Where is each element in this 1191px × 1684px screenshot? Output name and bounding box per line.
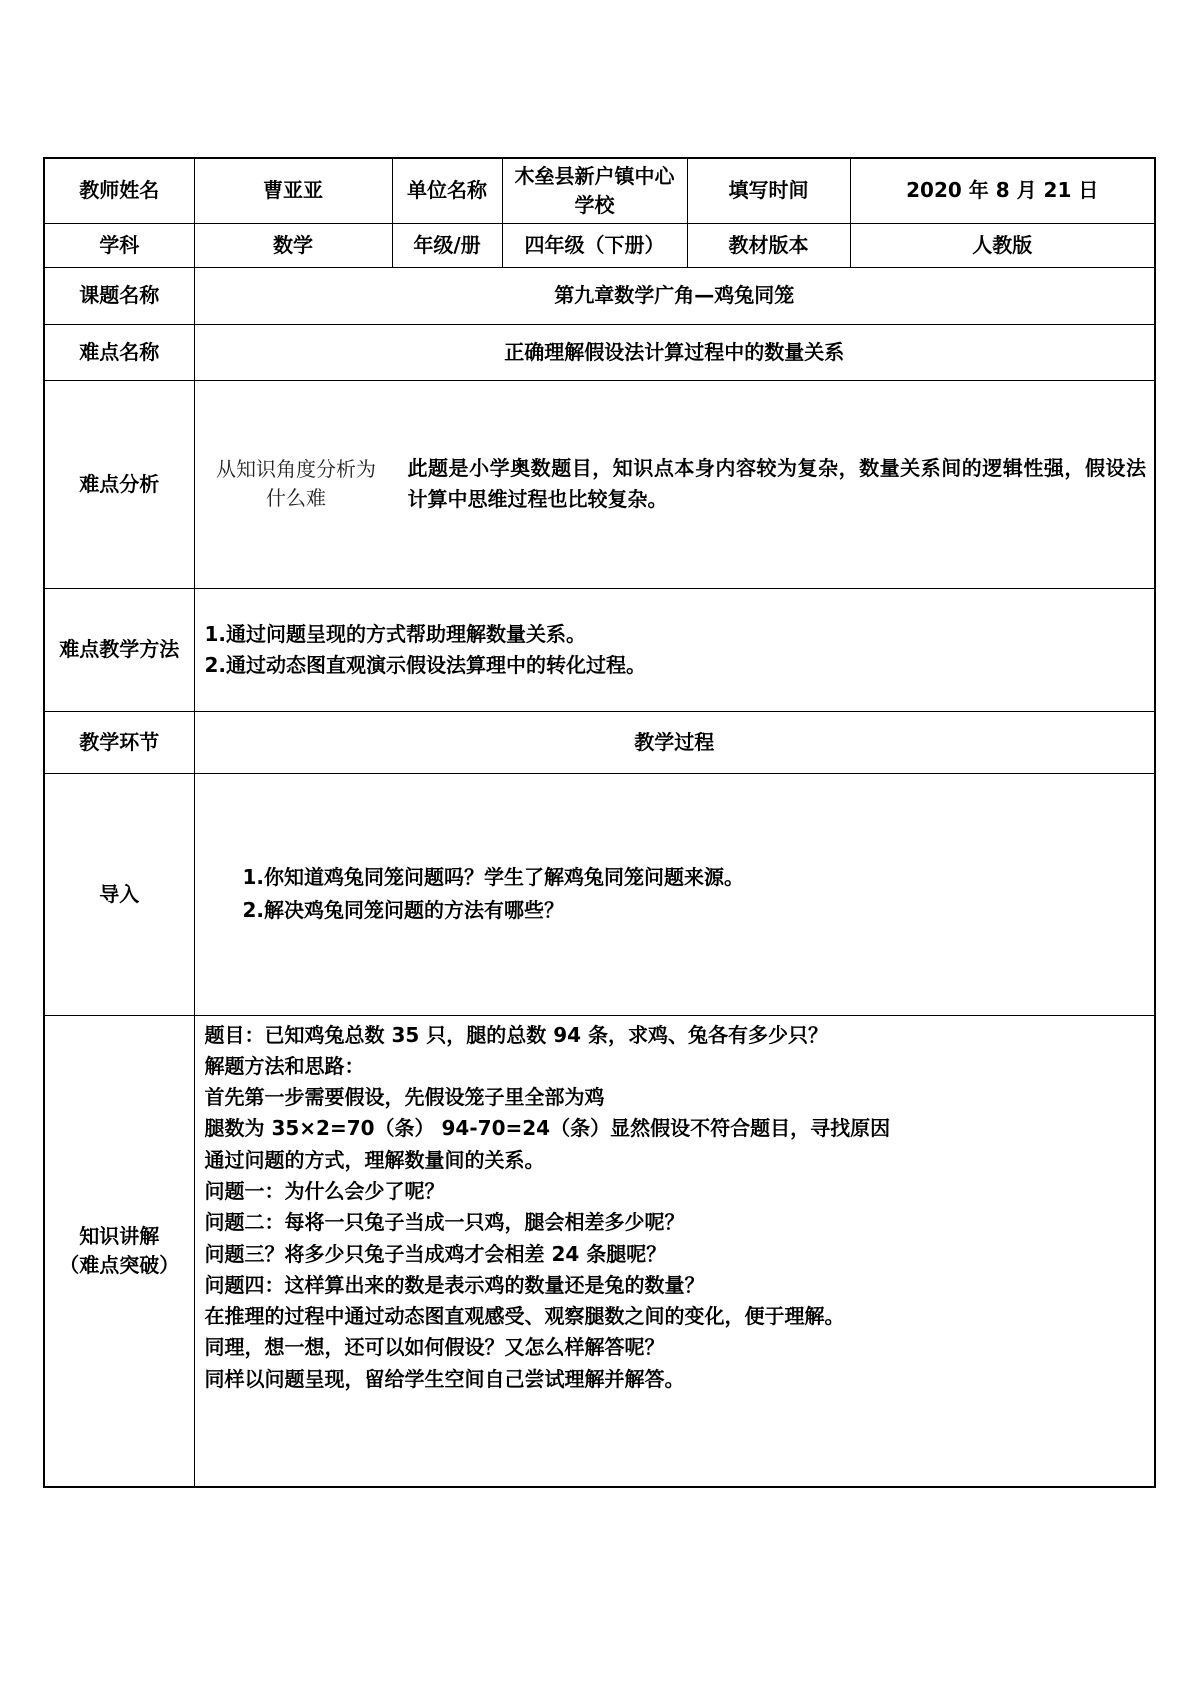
- method-row: [44, 588, 1155, 711]
- process-header-value: 教学过程: [194, 711, 1155, 773]
- method-label: 难点教学方法: [44, 588, 194, 711]
- knowledge-line: 首先第一步需要假设，先假设笼子里全部为鸡: [204, 1085, 605, 1110]
- intro-item-2: 2.解决鸡兔同笼问题的方法有哪些？: [242, 898, 565, 922]
- method-item-2: 2.通过动态图直观演示假设法算理中的转化过程。: [204, 652, 647, 677]
- teacher-name-label: 教师姓名: [44, 158, 194, 223]
- unit-name-value: [502, 158, 687, 223]
- method-content: [194, 588, 1155, 711]
- difficulty-row: [44, 324, 1155, 380]
- knowledge-line: 同样以问题呈现，留给学生空间自己尝试理解并解答。: [204, 1366, 685, 1391]
- topic-row: [44, 267, 1155, 324]
- teacher-name-value: 曹亚亚: [194, 158, 392, 223]
- knowledge-label-line1: 知识讲解: [79, 1223, 160, 1248]
- analysis-sub-label-line1: 从知识角度分析为: [216, 457, 376, 481]
- edition-label: 教材版本: [687, 223, 850, 267]
- subject-value: 数学: [194, 223, 392, 267]
- process-header-row: [44, 711, 1155, 773]
- analysis-sub-label: [195, 381, 398, 588]
- analysis-label: 难点分析: [44, 380, 194, 588]
- knowledge-line: 解题方法和思路：: [204, 1053, 365, 1078]
- knowledge-line: 题目：已知鸡兔总数 35 只，腿的总数 94 条，求鸡、兔各有多少只？: [204, 1022, 829, 1047]
- knowledge-line: 在推理的过程中通过动态图直观感受、观察腿数之间的变化，便于理解。: [204, 1304, 845, 1329]
- header-row-2: [44, 223, 1155, 267]
- knowledge-row: [44, 1015, 1155, 1487]
- knowledge-line: 问题二：每将一只兔子当成一只鸡，腿会相差多少呢？: [204, 1210, 685, 1235]
- analysis-row: [44, 380, 1155, 588]
- knowledge-content: [194, 1015, 1155, 1487]
- analysis-sub-label-line2: 什么难: [266, 486, 326, 510]
- knowledge-line: 问题四：这样算出来的数是表示鸡的数量还是兔的数量？: [204, 1272, 705, 1297]
- unit-name-label: 单位名称: [392, 158, 502, 223]
- unit-name-line2: 学校: [574, 192, 615, 217]
- lesson-plan-table: [43, 157, 1156, 1488]
- topic-label: 课题名称: [44, 267, 194, 324]
- knowledge-label-line2: （难点突破）: [59, 1252, 180, 1277]
- process-stage-label: 教学环节: [44, 711, 194, 773]
- difficulty-label: 难点名称: [44, 324, 194, 380]
- fill-date-value: 2020 年 8 月 21 日: [850, 158, 1155, 223]
- header-row-1: [44, 158, 1155, 223]
- knowledge-line: 问题一：为什么会少了呢？: [204, 1178, 445, 1203]
- analysis-content: 此题是小学奥数题目，知识点本身内容较为复杂，数量关系间的逻辑性强，假设法计算中思维过程也比较复杂。: [407, 456, 1146, 511]
- unit-name-line1: 木垒县新户镇中心: [514, 163, 675, 188]
- grade-value: 四年级（下册）: [502, 223, 687, 267]
- fill-date-label: 填写时间: [687, 158, 850, 223]
- knowledge-line: 同理，想一想，还可以如何假设？又怎么样解答呢？: [204, 1335, 665, 1360]
- grade-label: 年级/册: [392, 223, 502, 267]
- analysis-cell: [194, 380, 1155, 588]
- intro-content: [194, 773, 1155, 1015]
- knowledge-line: 问题三？将多少只兔子当成鸡才会相差 24 条腿呢？: [204, 1241, 667, 1266]
- topic-value: 第九章数学广角—鸡兔同笼: [194, 267, 1155, 324]
- knowledge-line: 腿数为 35×2=70（条） 94-70=24（条）显然假设不符合题目，寻找原因: [204, 1116, 891, 1141]
- intro-item-1: 1.你知道鸡兔同笼问题吗？学生了解鸡兔同笼问题来源。: [242, 865, 745, 889]
- subject-label: 学科: [44, 223, 194, 267]
- intro-label: 导入: [44, 773, 194, 1015]
- intro-row: [44, 773, 1155, 1015]
- edition-value: 人教版: [850, 223, 1155, 267]
- knowledge-label: [44, 1015, 194, 1487]
- difficulty-value: 正确理解假设法计算过程中的数量关系: [194, 324, 1155, 380]
- knowledge-line: 通过问题的方式，理解数量间的关系。: [204, 1147, 545, 1172]
- method-item-1: 1.通过问题呈现的方式帮助理解数量关系。: [204, 621, 587, 646]
